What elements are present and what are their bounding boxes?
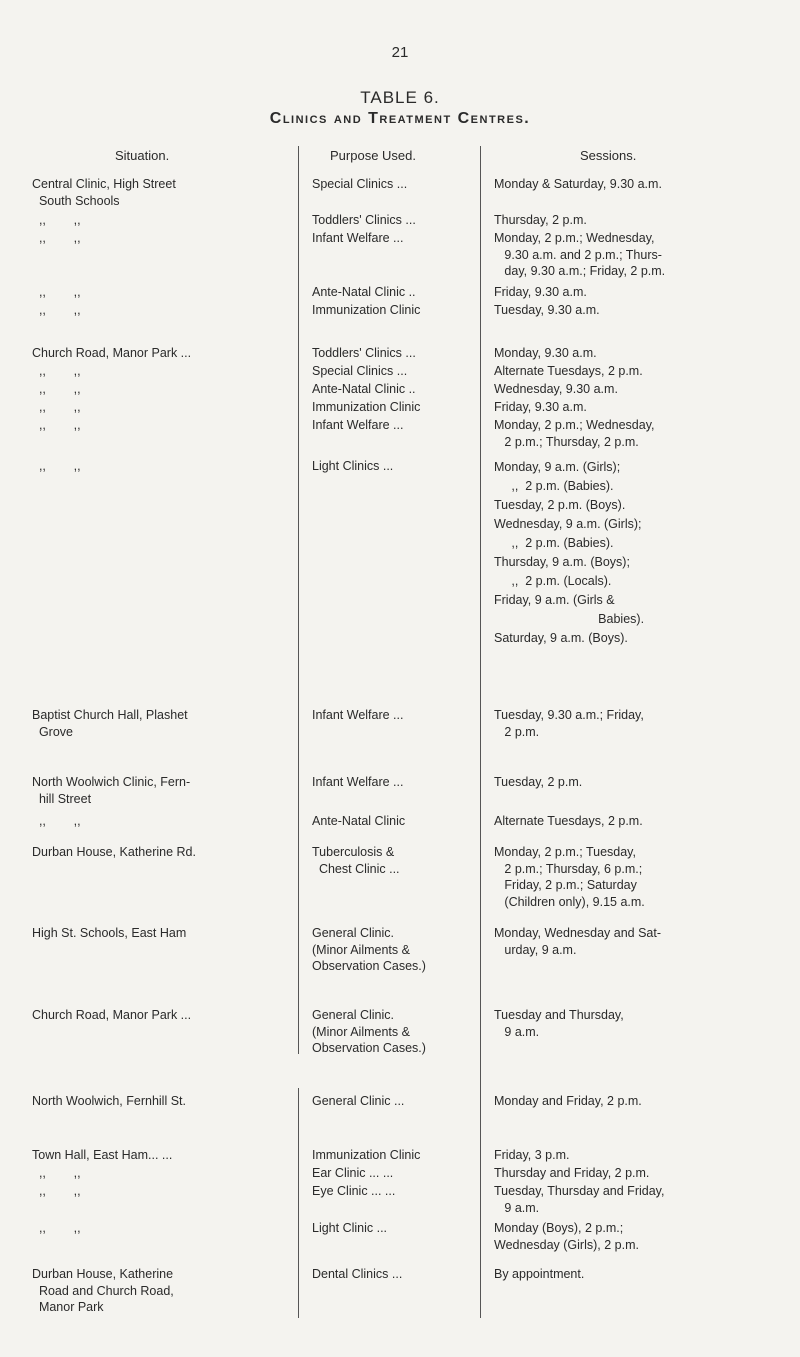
row-sessions: Tuesday, 9.30 a.m.; Friday, 2 p.m. (494, 708, 644, 739)
row-sessions: Monday, 9.30 a.m. (494, 346, 597, 360)
row-purpose: Special Clinics ... (312, 364, 408, 378)
row-sessions: Friday, 9.30 a.m. (494, 400, 587, 414)
row-sessions: Tuesday and Thursday, 9 a.m. (494, 1008, 624, 1039)
row-purpose: Light Clinics ... (312, 459, 394, 473)
row-situation: Durban House, Katherine Rd. (32, 845, 196, 859)
row-purpose: Toddlers' Clinics ... (312, 213, 416, 227)
page-number: 21 (391, 44, 409, 61)
row-sessions: Friday, 9.30 a.m. (494, 285, 587, 299)
row-situation: ,, ,, (32, 1166, 81, 1180)
row-sessions: Monday, 2 p.m.; Wednesday, 2 p.m.; Thursday, 2 p.m. (494, 418, 655, 449)
column-divider-right (480, 146, 481, 1318)
row-situation: ,, ,, (32, 1184, 81, 1198)
row-purpose: Infant Welfare ... (312, 418, 404, 432)
row-situation: Church Road, Manor Park ... (32, 1008, 192, 1022)
row-situation: Durban House, Katherine Road and Church Road, Manor Park (32, 1267, 174, 1314)
row-purpose: Special Clinics ... (312, 177, 408, 191)
row-purpose: Ante-Natal Clinic .. (312, 382, 416, 396)
row-situation: ,, ,, (32, 459, 81, 473)
row-purpose: Immunization Clinic (312, 303, 421, 317)
table-title: TABLE 6. (360, 88, 440, 107)
row-sessions: Monday & Saturday, 9.30 a.m. (494, 177, 662, 191)
row-situation: ,, ,, (32, 303, 81, 317)
row-situation: Baptist Church Hall, Plashet Grove (32, 708, 188, 739)
row-situation: ,, ,, (32, 1221, 81, 1235)
row-sessions: Tuesday, Thursday and Friday, 9 a.m. (494, 1184, 665, 1215)
row-purpose: Ear Clinic ... ... (312, 1166, 394, 1180)
row-situation: Town Hall, East Ham... ... (32, 1148, 173, 1162)
row-situation: North Woolwich, Fernhill St. (32, 1094, 186, 1108)
row-situation: ,, ,, (32, 814, 81, 828)
row-sessions: Wednesday, 9.30 a.m. (494, 382, 618, 396)
row-purpose: Infant Welfare ... (312, 775, 404, 789)
row-purpose: Ante-Natal Clinic (312, 814, 406, 828)
row-sessions: Monday, 9 a.m. (Girls); ,, 2 p.m. (Babies). Tuesday, 2 p.m. (Boys). Wednesday, 9 a.m. (Girls); ,, 2 p.m. (Babies). Thursday, 9 a.m. (Boys); ,, 2 p.m. (Locals). Friday, 9 a.m. (Girls & Babies). Saturday, 9 a.m. (Boys). (494, 460, 645, 645)
row-sessions: Alternate Tuesdays, 2 p.m. (494, 364, 643, 378)
header-purpose: Purpose Used. (330, 148, 416, 163)
row-purpose: Infant Welfare ... (312, 708, 404, 722)
row-purpose: Ante-Natal Clinic .. (312, 285, 416, 299)
row-situation: ,, ,, (32, 418, 81, 432)
row-sessions: Thursday, 2 p.m. (494, 213, 587, 227)
table-subtitle: Clinics and Treatment Centres. (269, 110, 531, 127)
row-sessions: Alternate Tuesdays, 2 p.m. (494, 814, 643, 828)
header-sessions: Sessions. (580, 148, 637, 163)
row-situation: Church Road, Manor Park ... (32, 346, 192, 360)
column-divider-left-lower (298, 1088, 299, 1318)
row-purpose: Toddlers' Clinics ... (312, 346, 416, 360)
row-purpose: General Clinic. (Minor Ailments & Observation Cases.) (312, 1008, 426, 1055)
row-situation: ,, ,, (32, 400, 81, 414)
row-sessions: Thursday and Friday, 2 p.m. (494, 1166, 650, 1180)
row-purpose: General Clinic ... (312, 1094, 405, 1108)
row-sessions: Tuesday, 9.30 a.m. (494, 303, 600, 317)
row-situation: North Woolwich Clinic, Fern- hill Street (32, 775, 191, 806)
row-sessions: Tuesday, 2 p.m. (494, 775, 583, 789)
row-sessions: By appointment. (494, 1267, 585, 1281)
row-situation: ,, ,, (32, 285, 81, 299)
row-purpose: Tuberculosis & Chest Clinic ... (312, 845, 400, 876)
row-purpose: General Clinic. (Minor Ailments & Observation Cases.) (312, 926, 426, 973)
row-purpose: Eye Clinic ... ... (312, 1184, 396, 1198)
row-purpose: Immunization Clinic (312, 400, 421, 414)
row-sessions: Monday (Boys), 2 p.m.; Wednesday (Girls), 2 p.m. (494, 1221, 639, 1252)
row-sessions: Monday, 2 p.m.; Tuesday, 2 p.m.; Thursday, 6 p.m.; Friday, 2 p.m.; Saturday (Children only), 9.15 a.m. (494, 845, 645, 909)
row-purpose: Dental Clinics ... (312, 1267, 403, 1281)
header-situation: Situation. (115, 148, 170, 163)
row-purpose: Immunization Clinic (312, 1148, 421, 1162)
row-situation: ,, ,, (32, 382, 81, 396)
column-divider-left (298, 146, 299, 1054)
row-sessions: Monday, Wednesday and Sat- urday, 9 a.m. (494, 926, 661, 957)
row-sessions: Friday, 3 p.m. (494, 1148, 570, 1162)
row-purpose: Infant Welfare ... (312, 231, 404, 245)
row-situation: High St. Schools, East Ham (32, 926, 187, 940)
row-situation: Central Clinic, High Street South Schools (32, 177, 176, 208)
row-situation: ,, ,, (32, 231, 81, 245)
row-sessions: Monday and Friday, 2 p.m. (494, 1094, 642, 1108)
row-sessions: Monday, 2 p.m.; Wednesday, 9.30 a.m. and 2 p.m.; Thurs- day, 9.30 a.m.; Friday, 2 p.m. (494, 231, 666, 278)
row-purpose: Light Clinic ... (312, 1221, 388, 1235)
row-situation: ,, ,, (32, 364, 81, 378)
row-situation: ,, ,, (32, 213, 81, 227)
